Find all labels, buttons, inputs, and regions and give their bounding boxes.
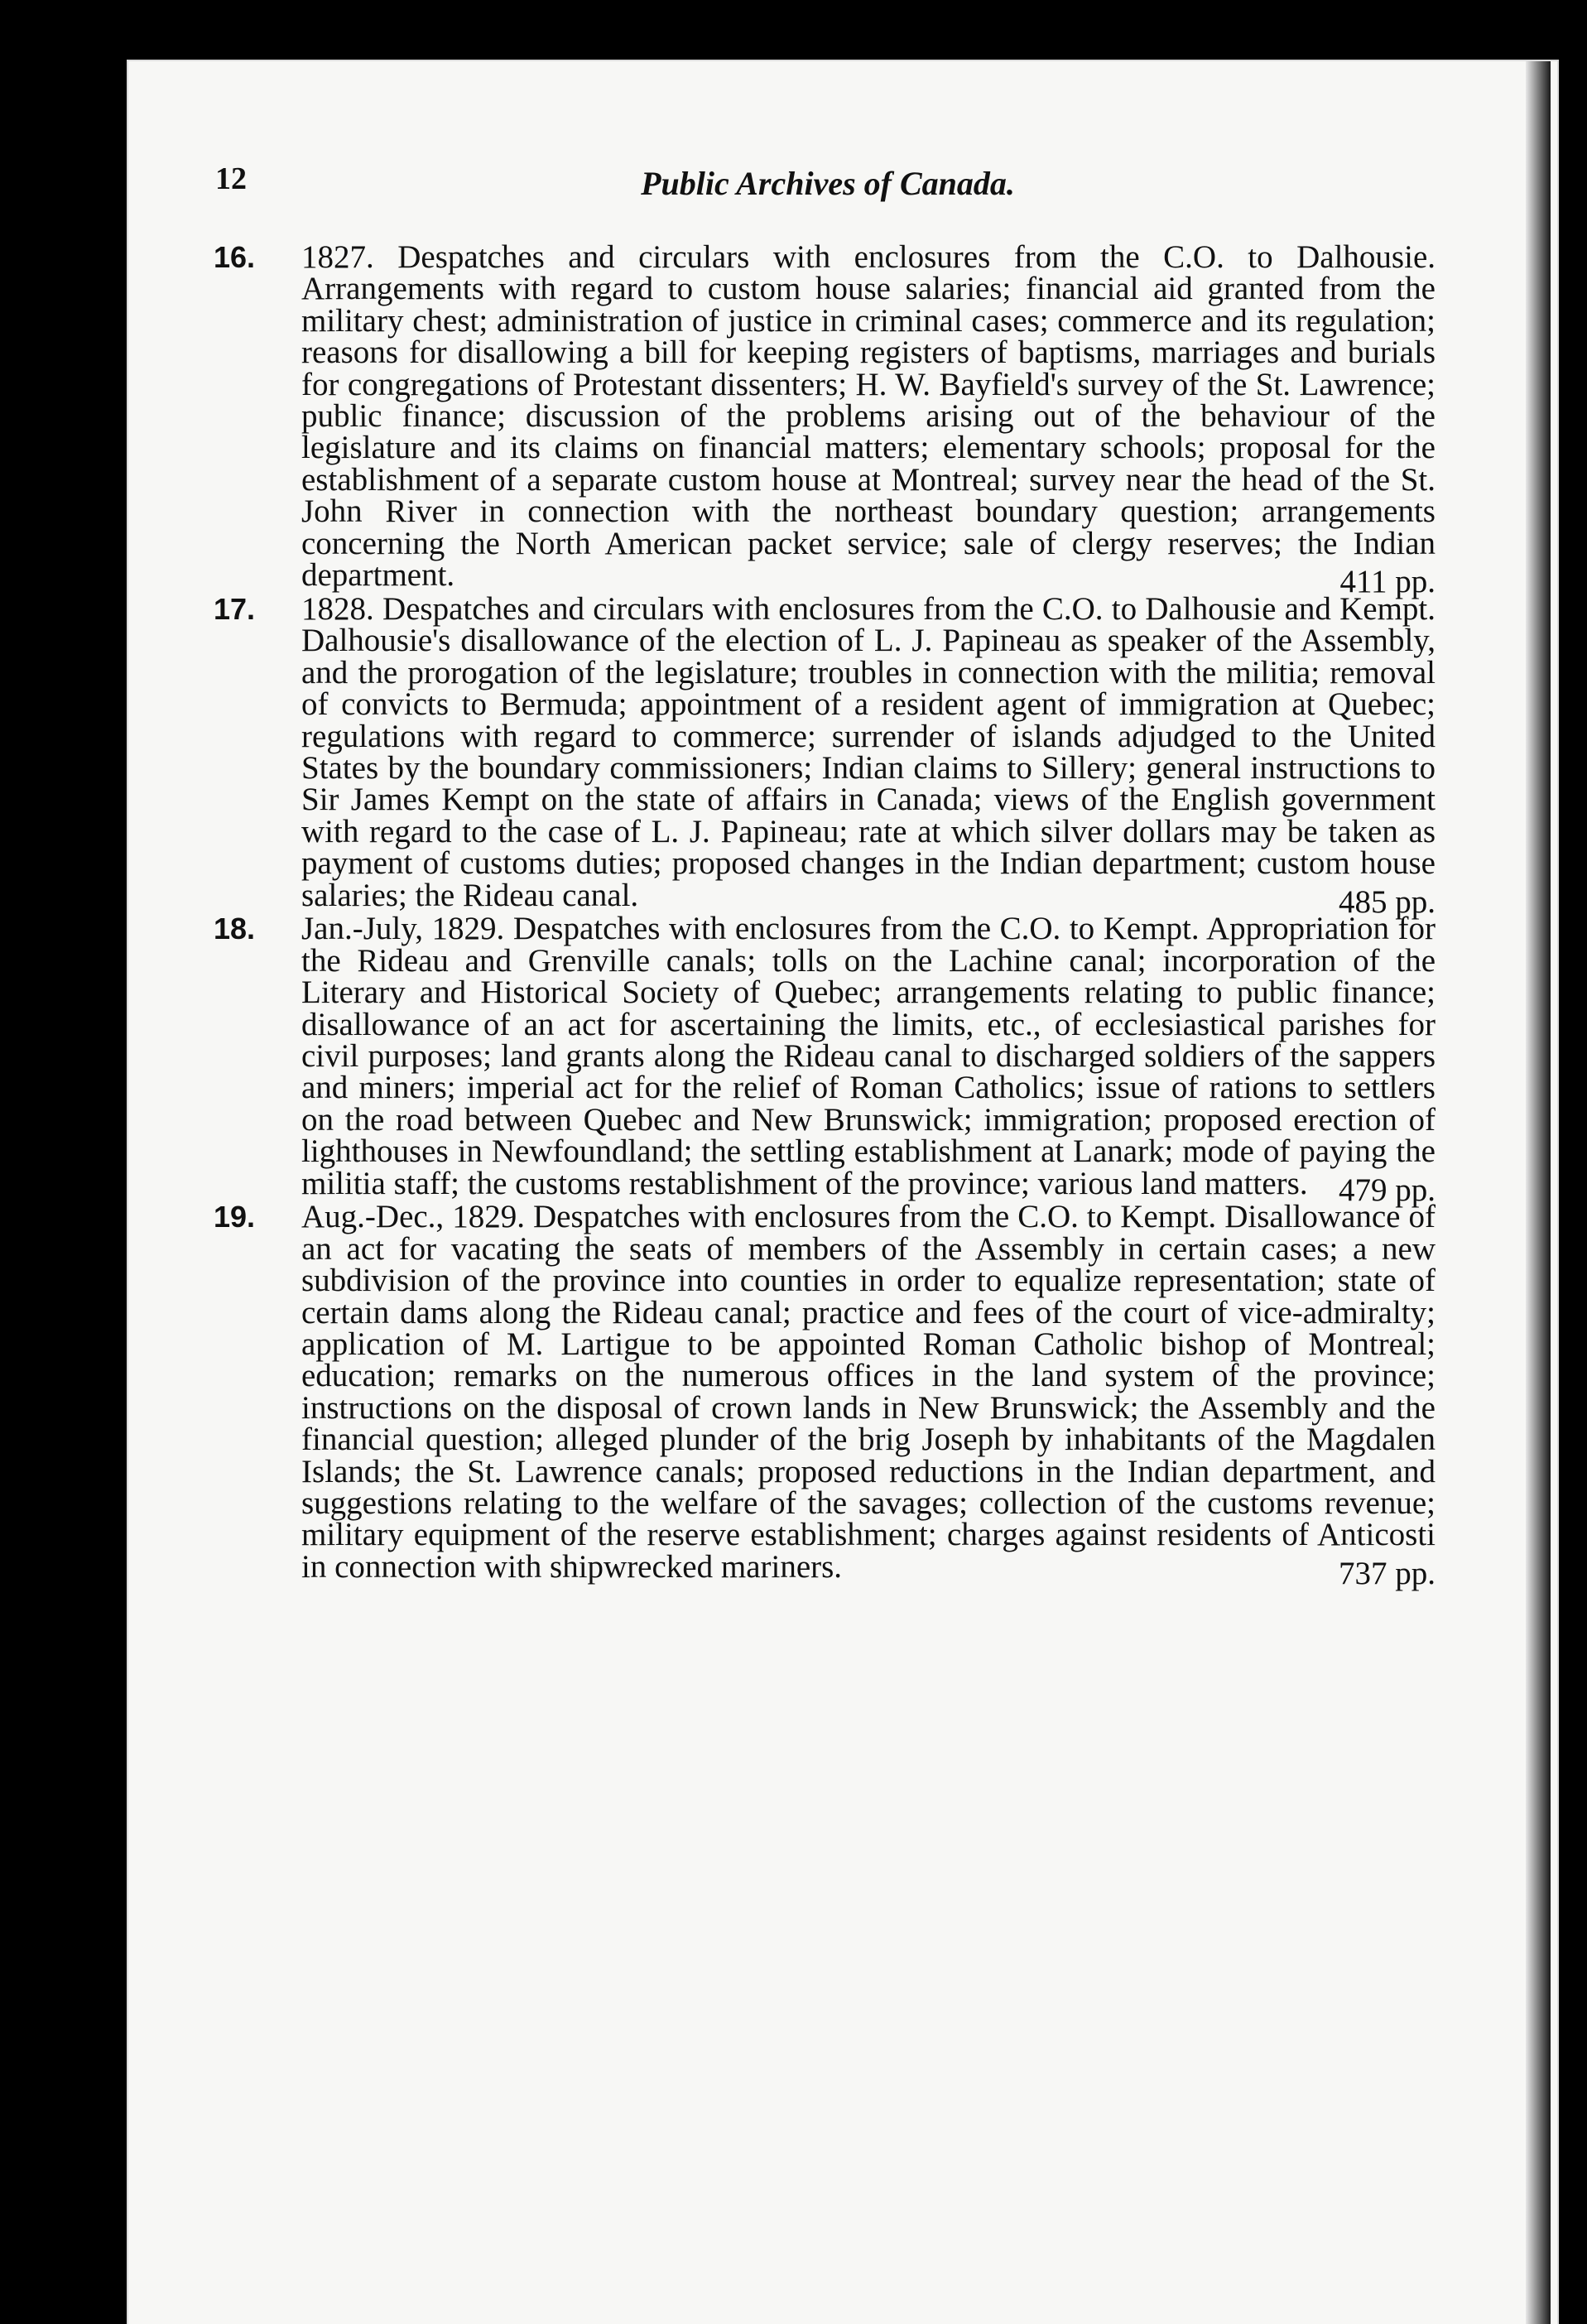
entry-page-count: 411 pp. <box>1339 564 1436 600</box>
entry-number: 19. <box>214 1200 256 1234</box>
page-number: 12 <box>215 161 247 196</box>
entry-text: Jan.-July, 1829. Despatches with enclosures from the C.O. to Kempt. Appropriation for the Rideau and Grenville canals; tolls on the Lachine canal; incorporation of the Literary and Historical Society of Quebec; arrangements relating to public finance; disallowance of an act for ascertaining the limits, etc., of ecclesiastical parishes for civil purposes; land grants along the Rideau canal to discharged soldiers of the sappers and miners; imperial act for the relief of Roman Catholics; issue of rations to settlers on the road between Quebec and New Brunswick; immigration; proposed erection of lighthouses in Newfoundland; the settling establishment at Lanark; mode of paying the militia staff; the customs restablishment of the province; various land matters. <box>301 911 1436 1201</box>
entry-18 <box>214 913 1436 1206</box>
entry-page-count: 737 pp. <box>1339 1556 1436 1592</box>
entry-page-count: 479 pp. <box>1339 1172 1436 1208</box>
entry-19 <box>214 1201 1436 1590</box>
page-edge-shadow <box>1526 61 1551 2324</box>
entry-number: 17. <box>214 591 256 626</box>
entry-17 <box>214 590 1436 920</box>
entry-16 <box>214 239 1436 600</box>
running-title: Public Archives of Canada. <box>641 165 1015 202</box>
entry-text: 1827. Despatches and circulars with enclosures from the C.O. to Dalhousie. Arrangements with regard to custom house salaries; financial aid granted from the military chest; administration of justice in criminal cases; commerce and its regulation; reasons for disallowing a bill for keeping registers of baptisms, marriages and burials for congregations of Protestant dissenters; H. W. Bayfield's survey of the St. Lawrence; public finance; discussion of the problems arising out of the behaviour of the legislature and its claims on financial matters; elementary schools; proposal for the establishment of a separate custom house at Montreal; survey near the head of the St. John River in connection with the northeast boundary question; arrangements concerning the North American packet service; sale of clergy reserves; the Indian department. <box>301 239 1436 594</box>
entry-list <box>214 239 1436 1592</box>
entry-number: 16. <box>214 240 256 274</box>
entry-text: 1828. Despatches and circulars with enclosures from the C.O. to Dalhousie and Kempt. Dalhousie's disallowance of the election of L. J. Papineau as speaker of the Assembly, and the prorogation of the legislature; troubles in connection with the militia; removal of convicts to Bermuda; appointment of a resident agent of immigration at Quebec; regulations with regard to commerce; surrender of islands adjudged to the United States by the boundary commissioners; Indian claims to Sillery; general instructions to Sir James Kempt on the state of affairs in Canada; views of the English government with regard to the case of L. J. Papineau; rate at which silver dollars may be taken as payment of customs duties; proposed changes in the Indian department; custom house salaries; the Rideau canal. <box>301 590 1436 913</box>
page-header <box>215 161 1440 227</box>
entry-number: 18. <box>214 912 256 946</box>
entry-page-count: 485 pp. <box>1339 883 1436 920</box>
entry-text: Aug.-Dec., 1829. Despatches with enclosures from the C.O. to Kempt. Disallowance of an act for vacating the seats of members of the Assembly in certain cases; a new subdivision of the province into counties in order to equalize representation; state of certain dams along the Rideau canal; practice and fees of the court of vice-admiralty; application of M. Lartigue to be appointed Roman Catholic bishop of Montreal; education; remarks on the numerous offices in the land system of the province; instructions on the disposal of crown lands in New Brunswick; the Assembly and the financial question; alleged plunder of the brig Joseph by inhabitants of the Magdalen Islands; the St. Lawrence canals; proposed reductions in the Indian department, and suggestions relating to the welfare of the savages; collection of the customs revenue; military equipment of the reserve establishment; charges against residents of Anticosti in connection with shipwrecked mariners. <box>301 1199 1436 1585</box>
